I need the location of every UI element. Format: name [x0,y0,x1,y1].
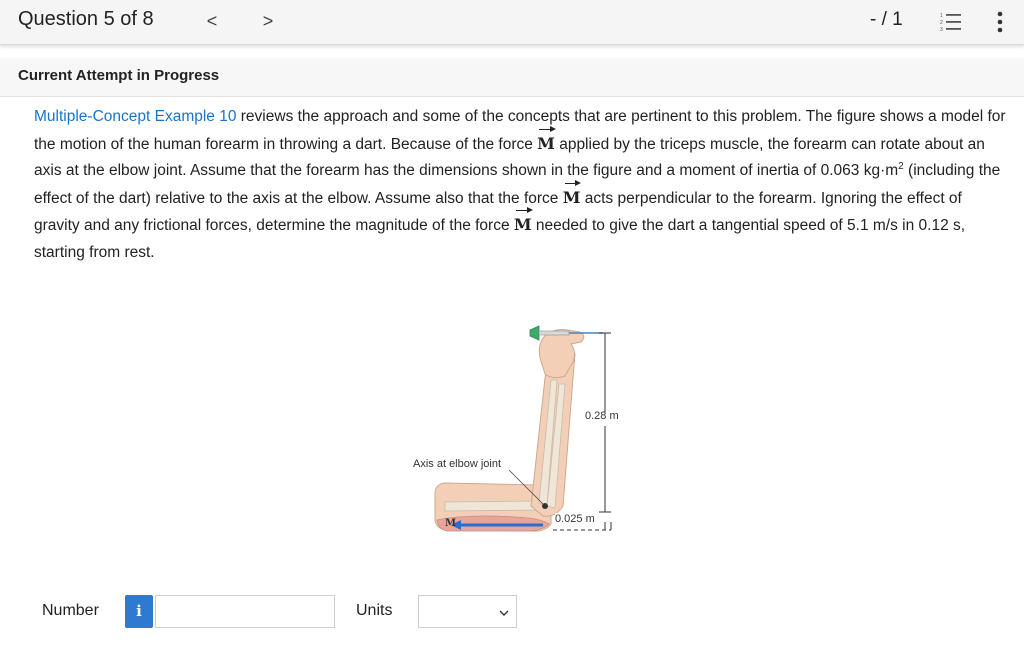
units-label: Units [356,602,393,619]
info-icon[interactable]: i [125,595,153,628]
forearm-diagram [405,318,635,546]
number-label: Number [42,602,99,619]
question-text-part4: acts perpendicular to the forearm. Ignoring the effect of gravity and any frictional forces, determine the magnitude of the force [34,189,962,234]
numbered-list-icon[interactable] [940,11,962,33]
dimension-label-short: 0.025 m [555,513,595,525]
number-input[interactable] [155,595,335,628]
svg-text:2: 2 [940,20,943,26]
force-vector-symbol: M [563,185,581,212]
question-text-part2: applied by the triceps muscle, the forearm can rotate about an axis at the elbow joint. Assume that the forearm has the dimensions shown in the figure and a moment of inertia of 0.063 kg·m [34,135,985,179]
question-text-part5: needed to give the dart a tangential speed of 5.1 m/s in 0.12 s, starting from rest. [34,217,966,261]
svg-text:3: 3 [940,27,943,33]
question-counter: Question 5 of 8 [18,8,154,30]
units-select[interactable] [418,595,517,628]
forearm-figure [405,318,635,546]
more-vertical-icon[interactable] [995,10,1005,34]
example-link[interactable]: Multiple-Concept Example 10 [34,108,237,125]
chevron-left-icon[interactable]: < [206,11,218,31]
attempt-status-bar [0,58,1024,97]
question-body [34,104,1009,266]
exponent: 2 [898,160,904,172]
answer-row [0,590,1024,634]
force-label: M [445,518,457,529]
svg-text:1: 1 [940,13,943,19]
force-vector-symbol: M [537,131,555,158]
question-header [0,0,1024,45]
score-display: - / 1 [870,9,903,30]
question-text-part1: reviews the approach and some of the concepts that are pertinent to this problem. The figure shows a model for the motion of the human forearm in throwing a dart. Because of the force [34,108,1006,153]
question-text-part3: (including the effect of the dart) relative to the axis at the elbow. Assume also that the force [34,162,1001,207]
chevron-down-icon [498,606,510,618]
axis-label: Axis at elbow joint [413,458,502,470]
attempt-status: Current Attempt in Progress [18,67,220,84]
chevron-right-icon[interactable]: > [262,11,274,31]
dimension-label-long: 0.28 m [585,410,619,422]
force-vector-symbol: M [514,212,532,239]
